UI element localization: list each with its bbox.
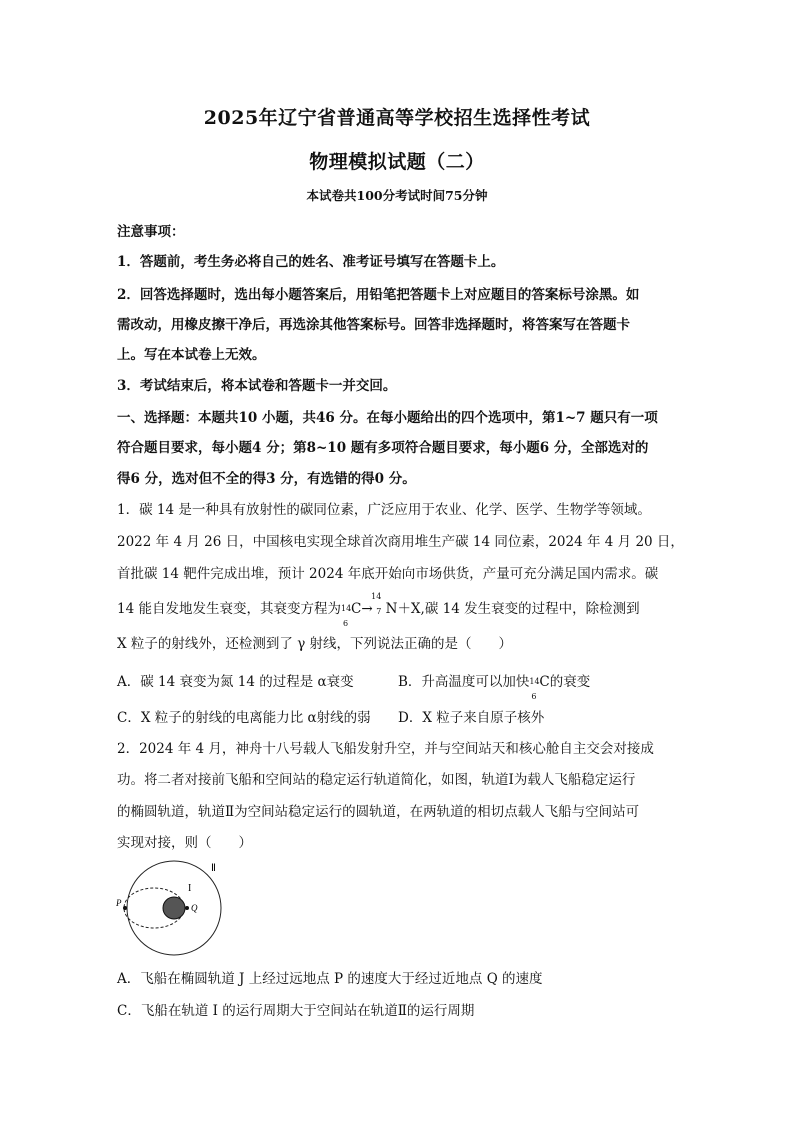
point-p-label: P [116,898,122,908]
q1-line-3: 首批碳 14 靶件完成出堆，预计 2024 年底开始向市场供货，产量可充分满足国内需求。碳 [117,566,659,582]
section-1-line-1: 一、选择题：本题共10 小题，共46 分。在每小题给出的四个选项中，第1~7 题只有一项 [117,410,658,426]
q1-line-1: 1．碳 14 是一种具有放射性的碳同位素，广泛应用于农业、化学、医学、生物学等领域。 [117,502,651,518]
option-b-atomic-number: 6 [531,692,537,701]
q1-option-c: C．X 粒子的射线的电离能力比 α射线的弱 [117,710,371,726]
q2-option-a: A．飞船在椭圆轨道 J 上经过远地点 P 的速度大于经过近地点 Q 的速度 [117,971,543,987]
orbit-2-label: Ⅱ [211,863,216,874]
notice-item-2-line-3: 上。写在本试卷上无效。 [117,347,266,363]
option-b-symbol: C [539,674,550,690]
section-1-line-2: 符合题目要求，每小题4 分；第8~10 题有多项符合题目要求，每小题6 分，全部选对的 [117,440,649,456]
exam-info: 本试卷共100分考试时间75分钟 [306,188,488,203]
q2-line-4: 实现对接，则（ ） [117,835,252,851]
q1-option-b-prefix: B．升高温度可以加快 [398,674,530,690]
earth-icon [163,897,185,919]
notice-heading: 注意事项： [117,224,185,240]
nitrogen-mass-number: 14 [371,592,382,601]
notice-item-3: 3．考试结束后，将本试卷和答题卡一并交回。 [117,378,397,394]
nitrogen-atomic-number: 7 [376,607,382,616]
exam-title: 2025年辽宁省普通高等学校招生选择性考试 [203,107,591,129]
q1-line-4-suffix: 碳 14 发生衰变的过程中，除检测到 [424,601,640,617]
q1-line-5: X 粒子的射线外，还检测到了 γ 射线，下列说法正确的是（ ） [117,636,513,652]
equation-rest: N＋X, [385,601,425,617]
section-1-line-3: 得6 分，选对但不全的得3 分，有选错的得0 分。 [117,471,416,487]
q1-option-a: A．碳 14 衰变为氮 14 的过程是 α衰变 [117,674,354,690]
q1-line-4-prefix: 14 能自发地发生衰变，其衰变方程为 [117,601,341,617]
q1-line-4 [117,592,640,628]
point-p-marker [123,906,127,910]
carbon-symbol: C [350,601,362,617]
orbit-diagram [116,858,226,958]
q2-option-c: C．飞船在轨道 I 的运行周期大于空间站在轨道Ⅱ的运行周期 [117,1003,475,1019]
point-q-label: Q [191,903,198,913]
carbon-mass-number: 14 [340,604,352,613]
decay-arrow-icon: → 14 7 [361,592,382,617]
q2-line-2: 功。将二者对接前飞船和空间站的稳定运行轨道简化，如图，轨道Ⅰ为载人飞船稳定运行 [117,772,636,788]
q2-line-3: 的椭圆轨道，轨道Ⅱ为空间站稳定运行的圆轨道，在两轨道的相切点载人飞船与空间站可 [117,804,640,820]
notice-item-2-line-2: 需改动，用橡皮擦干净后，再选涂其他答案标号。回答非选择题时，将答案写在答题卡 [117,317,630,333]
q2-line-1: 2．2024 年 4 月，神舟十八号载人飞船发射升空，并与空间站天和核心舱自主交会对接成 [117,741,654,757]
q1-option-b [398,670,591,701]
point-q-marker [185,906,189,910]
orbit-1-label: I [188,883,192,894]
carbon-atomic-number: 6 [342,619,349,628]
exam-subtitle: 物理模拟试题（二） [309,151,485,173]
q1-line-2: 2022 年 4 月 26 日，中国核电实现全球首次商用堆生产碳 14 同位素，2024 年 4 月 20 日， [117,534,684,550]
q1-option-b-suffix: 的衰变 [549,674,591,690]
q1-option-d: D．X 粒子来自原子核外 [398,710,545,726]
notice-item-2-line-1: 2．回答选择题时，选出每小题答案后，用铅笔把答题卡上对应题目的答案标号涂黑。如 [117,287,640,303]
option-b-mass-number: 14 [529,677,540,686]
notice-item-1: 1．答题前，考生务必将自己的姓名、准考证号填写在答题卡上。 [117,254,505,270]
